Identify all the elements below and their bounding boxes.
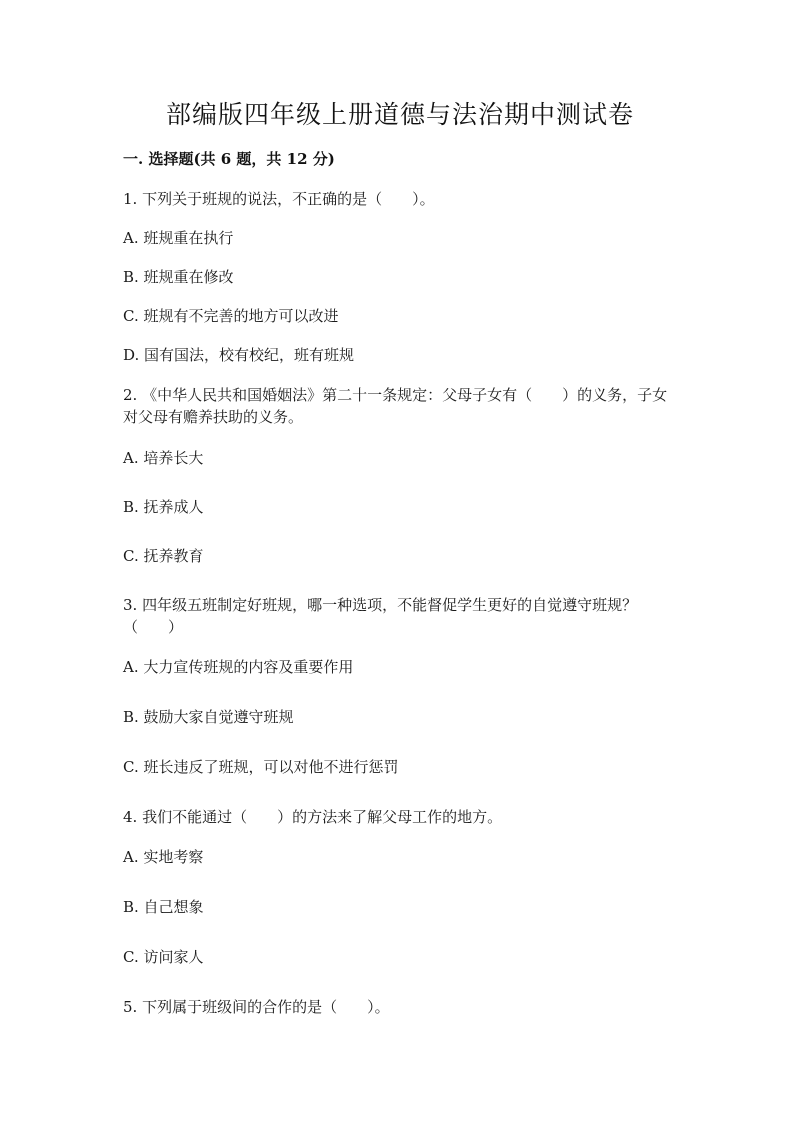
question-1-option-b[interactable]: B. 班规重在修改	[123, 268, 234, 286]
question-5-stem: 5. 下列属于班级间的合作的是（ ）。	[123, 998, 390, 1016]
question-3-option-a[interactable]: A. 大力宣传班规的内容及重要作用	[123, 658, 354, 676]
question-4-option-a[interactable]: A. 实地考察	[123, 848, 204, 866]
question-1-option-a[interactable]: A. 班规重在执行	[123, 229, 234, 247]
question-2-option-c[interactable]: C. 抚养教育	[123, 547, 204, 565]
page-title: 部编版四年级上册道德与法治期中测试卷	[165, 100, 634, 129]
section-heading: 一. 选择题(共 6 题，共 12 分)	[123, 150, 335, 168]
question-2-option-b[interactable]: B. 抚养成人	[123, 498, 204, 516]
question-1-option-c[interactable]: C. 班规有不完善的地方可以改进	[123, 307, 339, 325]
question-2-stem: 2. 《中华人民共和国婚姻法》第二十一条规定：父母子女有（ ）的义务，子女对父母有赡养扶助的义务。	[123, 386, 668, 426]
question-1-stem: 1. 下列关于班规的说法，不正确的是（ ）。	[123, 190, 435, 208]
question-4-stem: 4. 我们不能通过（ ）的方法来了解父母工作的地方。	[123, 808, 503, 826]
question-4-option-c[interactable]: C. 访问家人	[123, 948, 204, 966]
question-3-stem: 3. 四年级五班制定好班规，哪一种选项，不能督促学生更好的自觉遵守班规？（ ）	[123, 596, 638, 636]
question-1-option-d[interactable]: D. 国有国法，校有校纪，班有班规	[123, 346, 355, 364]
question-3-option-c[interactable]: C. 班长违反了班规，可以对他不进行惩罚	[123, 758, 399, 776]
question-3-option-b[interactable]: B. 鼓励大家自觉遵守班规	[123, 708, 294, 726]
question-4-option-b[interactable]: B. 自己想象	[123, 898, 204, 916]
question-2-option-a[interactable]: A. 培养长大	[123, 449, 204, 467]
